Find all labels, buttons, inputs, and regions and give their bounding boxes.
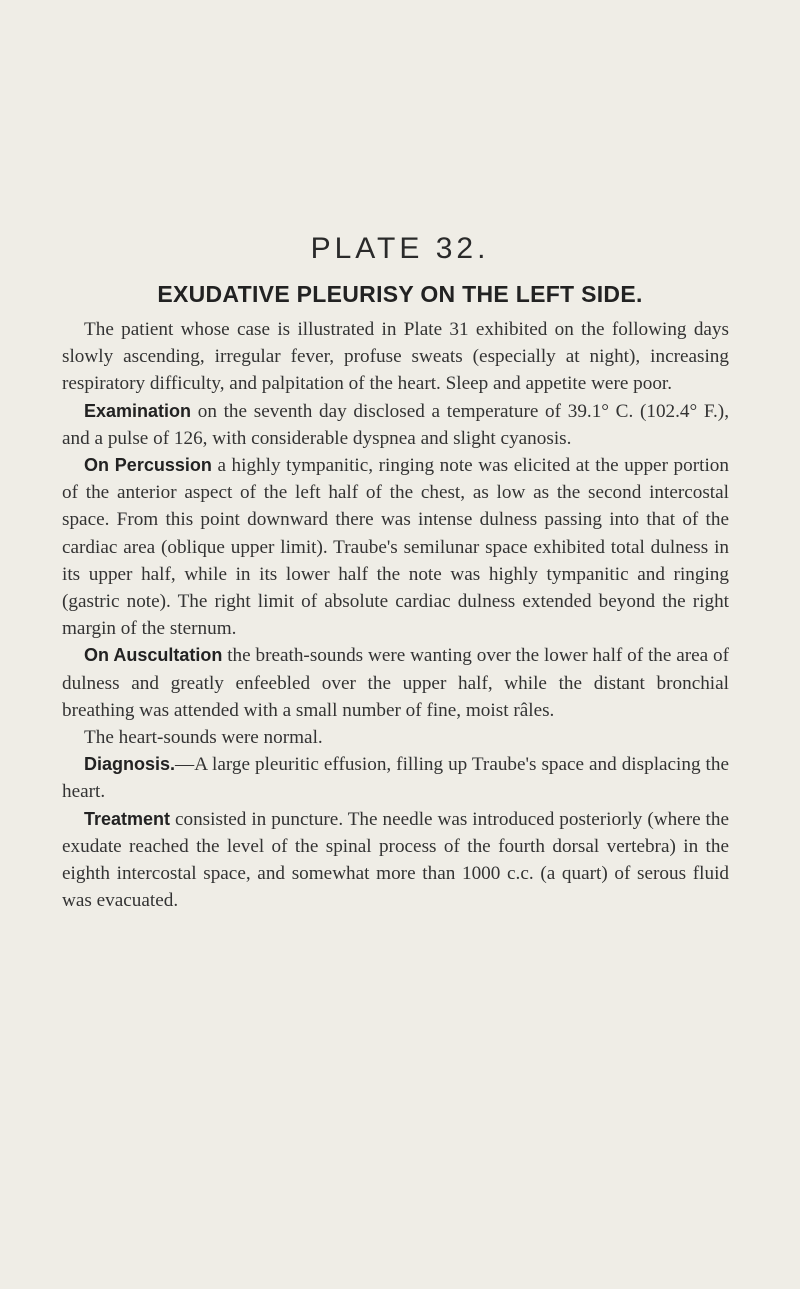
paragraph-text: —A large pleuritic effusion, filling up Traube's space and displacing the heart. xyxy=(62,754,729,803)
paragraph-text: a highly tympanitic, ringing note was elicited at the upper portion of the anterior aspect of the left half of the chest, as low as the second intercostal space. From this point downward there was intense dulness passing into that of the cardiac area (oblique upper limit). Traube's semilunar space exhibited total dulness in its upper half, while in its lower half the note was highly tympanitic and ringing (gastric note). The right limit of absolute cardiac dulness extended beyond the right margin of the sternum. xyxy=(62,455,729,640)
paragraph-text: consisted in puncture. The needle was introduced posteriorly (where the exudate reached the level of the spinal process of the fourth dorsal vertebra) in the eighth intercostal space, and somewhat more than 1000 c.c. (a quart) of serous fluid was evacuated. xyxy=(62,808,729,912)
paragraph-heart-sounds xyxy=(62,724,729,751)
plate-title: PLATE 32. xyxy=(310,232,490,265)
paragraph-lead: Examination xyxy=(84,400,192,421)
paragraph-treatment xyxy=(62,806,729,915)
paragraph-lead: Diagnosis. xyxy=(84,754,176,775)
paragraph-lead: On Percussion xyxy=(84,455,212,476)
paragraph-text: the breath-sounds were wanting over the lower half of the area of dulness and greatly enfeebled over the upper half, while the distant bronchial breathing was attended with a small number of fine, moist râles. xyxy=(62,645,729,721)
body-text xyxy=(62,316,729,914)
paragraph-history xyxy=(62,316,729,398)
paragraph-text: on the seventh day disclosed a temperature of 39.1° C. (102.4° F.), and a pulse of 126, with considerable dyspnea and slight cyanosis. xyxy=(62,400,729,449)
paragraph-text: The patient whose case is illustrated in Plate 31 exhibited on the following days slowly ascending, irregular fever, profuse sweats (especially at night), increasing respiratory difficulty, and palpitation of the heart. Sleep and appetite were poor. xyxy=(62,319,729,395)
paragraph-percussion xyxy=(62,452,729,642)
paragraph-lead: On Auscultation xyxy=(84,645,223,666)
paragraph-examination xyxy=(62,398,729,452)
section-heading: EXUDATIVE PLEURISY ON THE LEFT SIDE. xyxy=(157,281,643,307)
paragraph-diagnosis xyxy=(62,751,729,805)
paragraph-auscultation xyxy=(62,642,729,724)
paragraph-text: The heart-sounds were normal. xyxy=(84,727,323,749)
paragraph-lead: Treatment xyxy=(84,808,171,829)
